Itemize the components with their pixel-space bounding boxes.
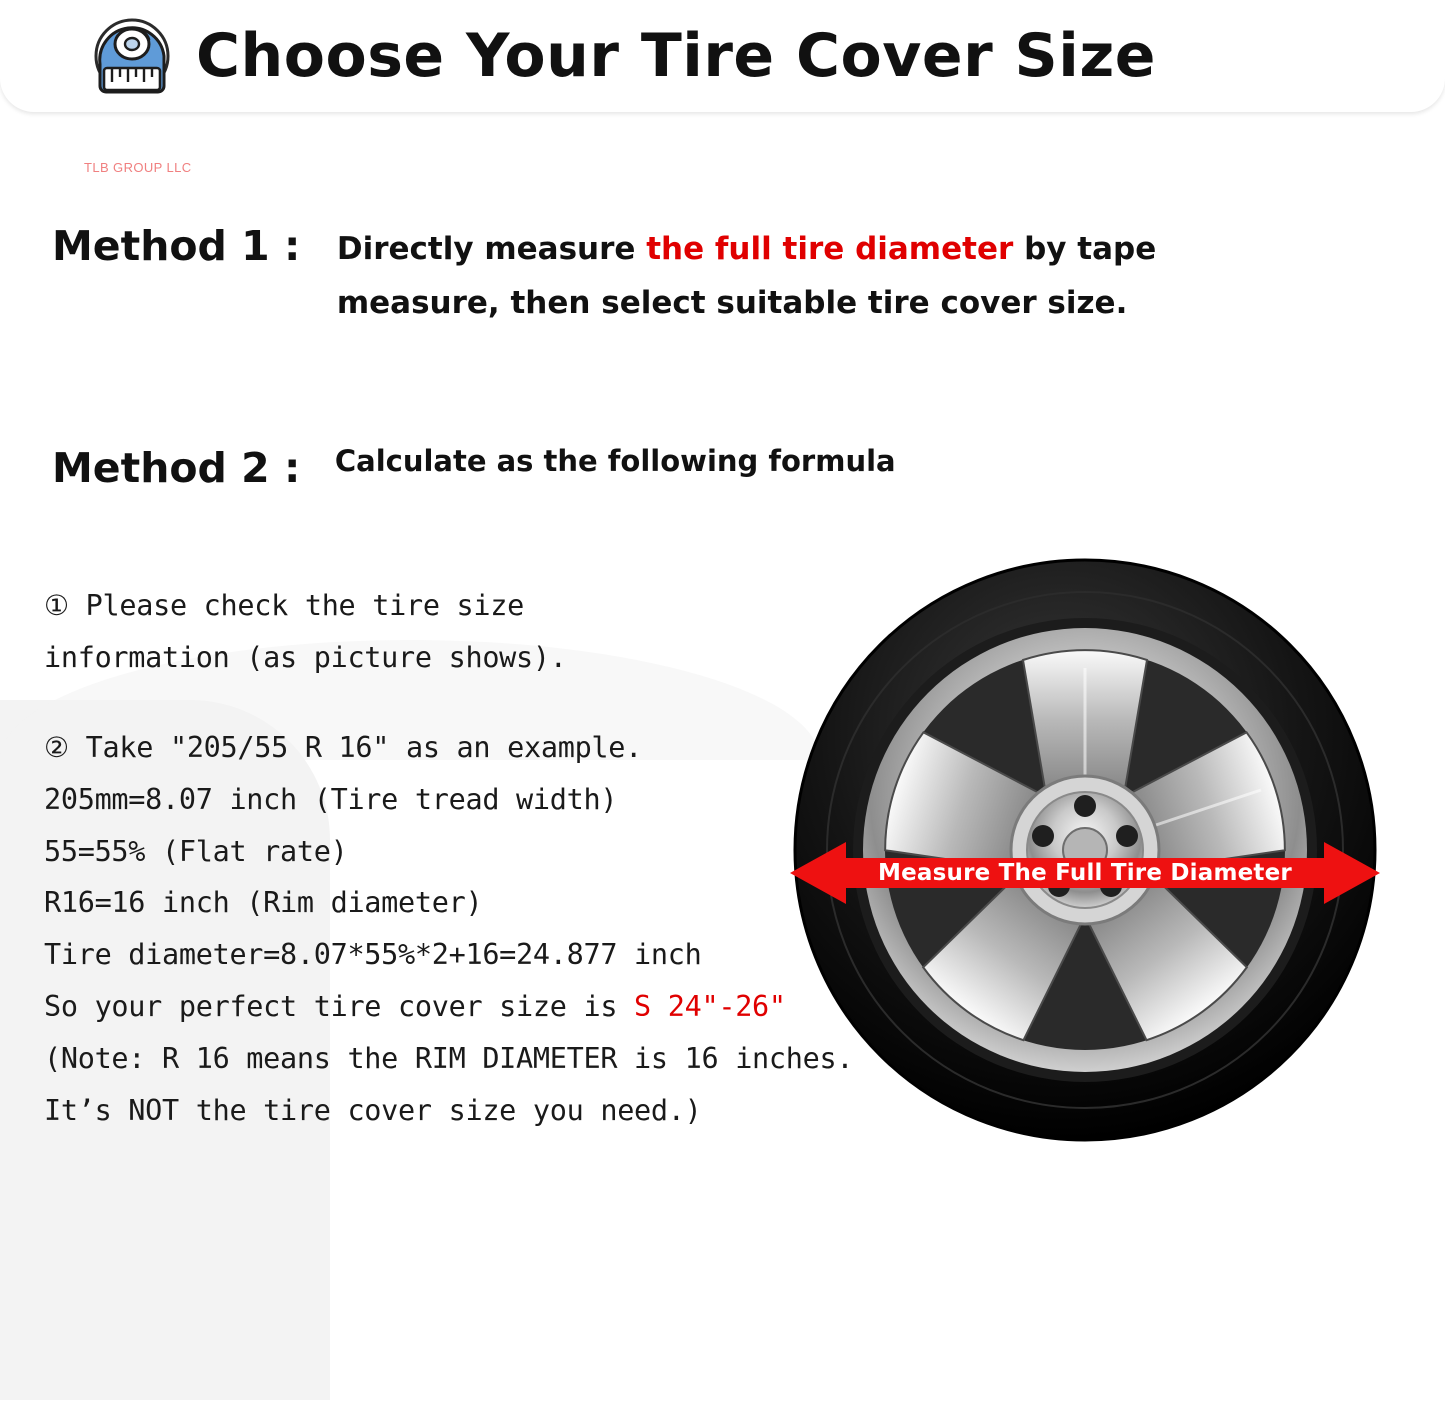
page-header [0,0,1445,112]
item-2-line-7: (Note: R 16 means the RIM DIAMETER is 16 inches. [44,1042,854,1076]
method-1-text-after: by tape measure, then select suitable tire cover size. [336,231,1157,322]
method-1-text [337,222,1197,331]
item-2-line-1: Take "205/55 R 16" as an example. [85,730,643,764]
method-1-block [52,222,1232,331]
measure-arrow [790,840,1380,906]
item-2-line-3-row [44,826,844,878]
list-item [44,722,844,774]
method-2-text: Calculate as the following formula [334,444,896,478]
method-1-text-highlight: the full tire diameter [646,231,1014,267]
item-2-line-7-row [44,1033,854,1085]
item-1-marker: ① [44,589,69,622]
item-2-line-6-row [44,981,844,1033]
item-2-line-8-row [44,1085,844,1137]
method-2-label: Method 2 : [52,444,301,492]
method-2-block [52,444,1232,492]
item-2-line-4-row [44,877,844,929]
list-item [44,580,844,632]
item-2-line-6-before: So your perfect tire cover size is [44,990,635,1024]
item-1-line-1: Please check the tire size [85,589,524,622]
watermark-text: TLB GROUP LLC [84,160,192,175]
item-2-line-3: 55=55% (Flat rate) [44,834,348,868]
item-2-line-5: Tire diameter=8.07*55%*2+16=24.877 inch [44,938,702,972]
item-2-marker: ② [44,730,69,764]
item-2-line-5-row [44,929,844,981]
tire-illustration [790,522,1380,1162]
item-1-line-2: information (as picture shows). [44,640,567,674]
measure-arrow-label: Measure The Full Tire Diameter [878,860,1292,886]
tape-measure-icon [86,12,178,100]
method-1-text-before: Directly measure [336,231,647,267]
list-spacer [44,684,844,722]
item-1-line-2-row [44,632,844,684]
item-2-line-2: 205mm=8.07 inch (Tire tread width) [44,782,618,816]
item-2-line-4: R16=16 inch (Rim diameter) [44,886,483,920]
item-2-line-2-row [44,774,844,826]
method-1-label: Method 1 : [52,222,301,270]
instruction-list [44,580,854,1137]
page-title: Choose Your Tire Cover Size [196,21,1156,91]
recommended-size: S 24"-26" [634,990,786,1024]
item-2-line-8: It’s NOT the tire cover size you need.) [44,1093,702,1127]
